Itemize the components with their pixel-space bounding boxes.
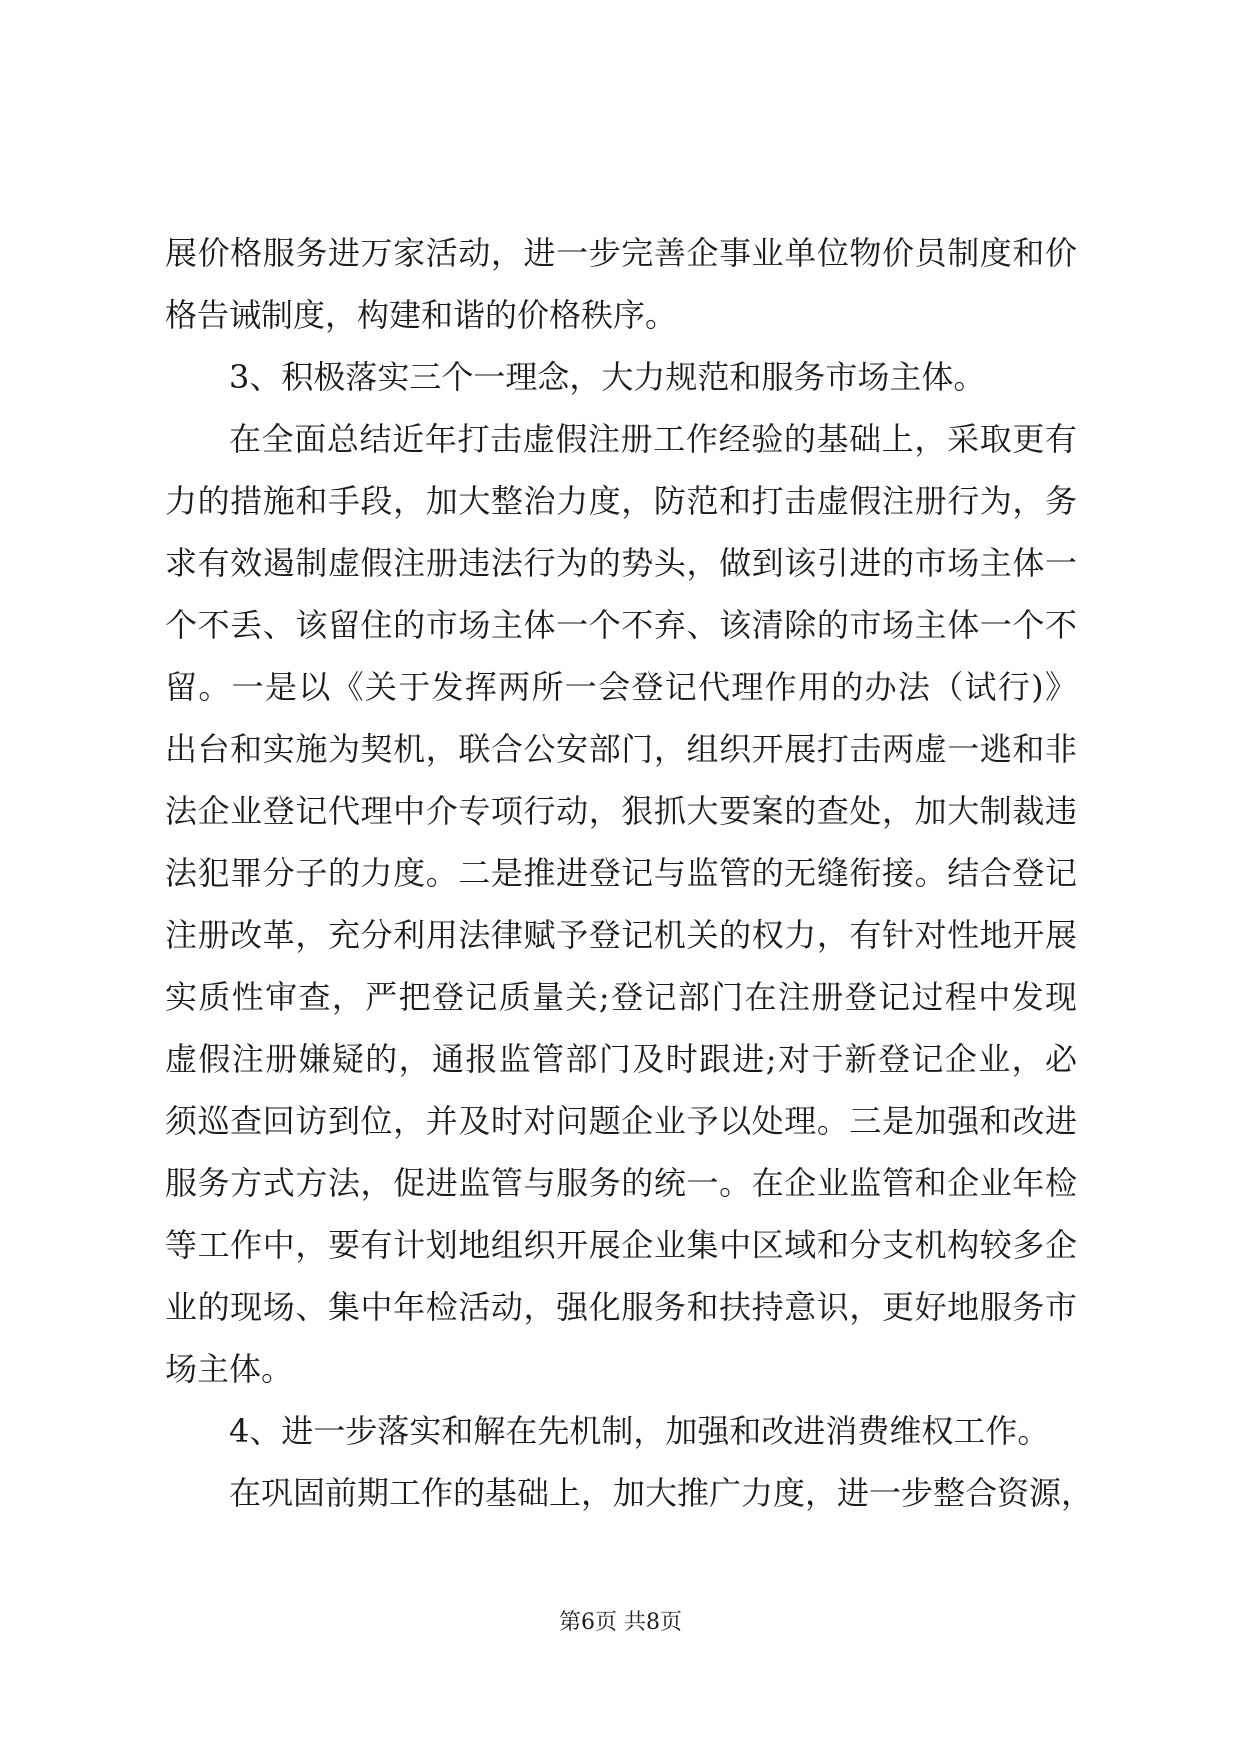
text-line: 展价格服务进万家活动，进一步完善企事业单位物价员制度和价 xyxy=(165,234,1077,272)
text-line: 4、进一步落实和解在先机制，加强和改进消费维权工作。 xyxy=(229,1412,1050,1450)
text-line: 出台和实施为契机，联合公安部门，组织开展打击两虚一逃和非 xyxy=(165,730,1077,768)
text-line: 留。一是以《关于发挥两所一会登记代理作用的办法（试行)》 xyxy=(165,668,1077,706)
text-line: 服务方式方法，促进监管与服务的统一。在企业监管和企业年检 xyxy=(165,1164,1077,1202)
text-line: 在全面总结近年打击虚假注册工作经验的基础上，采取更有 xyxy=(229,420,1077,458)
text-line: 法犯罪分子的力度。二是推进登记与监管的无缝衔接。结合登记 xyxy=(165,854,1077,892)
text-line: 3、积极落实三个一理念，大力规范和服务市场主体。 xyxy=(229,358,986,396)
text-line: 须巡查回访到位，并及时对问题企业予以处理。三是加强和改进 xyxy=(165,1102,1077,1140)
text-line: 力的措施和手段，加大整治力度，防范和打击虚假注册行为，务 xyxy=(165,482,1077,520)
text-line: 虚假注册嫌疑的，通报监管部门及时跟进;对于新登记企业，必 xyxy=(165,1040,1077,1078)
body-text xyxy=(165,222,1094,1524)
text-line: 格告诫制度，构建和谐的价格秩序。 xyxy=(165,296,678,334)
text-line: 业的现场、集中年检活动，强化服务和扶持意识，更好地服务市 xyxy=(165,1288,1077,1326)
text-line: 法企业登记代理中介专项行动，狠抓大要案的查处，加大制裁违 xyxy=(165,792,1077,830)
text-line: 求有效遏制虚假注册违法行为的势头，做到该引进的市场主体一 xyxy=(165,544,1077,582)
text-line: 实质性审查，严把登记质量关;登记部门在注册登记过程中发现 xyxy=(165,978,1077,1016)
text-line: 注册改革，充分利用法律赋予登记机关的权力，有针对性地开展 xyxy=(165,916,1077,954)
text-line: 等工作中，要有计划地组织开展企业集中区域和分支机构较多企 xyxy=(165,1226,1077,1264)
text-line: 场主体。 xyxy=(165,1350,294,1388)
text-line: 个不丢、该留住的市场主体一个不弃、该清除的市场主体一个不 xyxy=(165,606,1077,644)
page-number-footer: 第6页 共8页 xyxy=(559,1610,682,1635)
text-line: 在巩固前期工作的基础上，加大推广力度，进一步整合资源， xyxy=(229,1474,1094,1512)
